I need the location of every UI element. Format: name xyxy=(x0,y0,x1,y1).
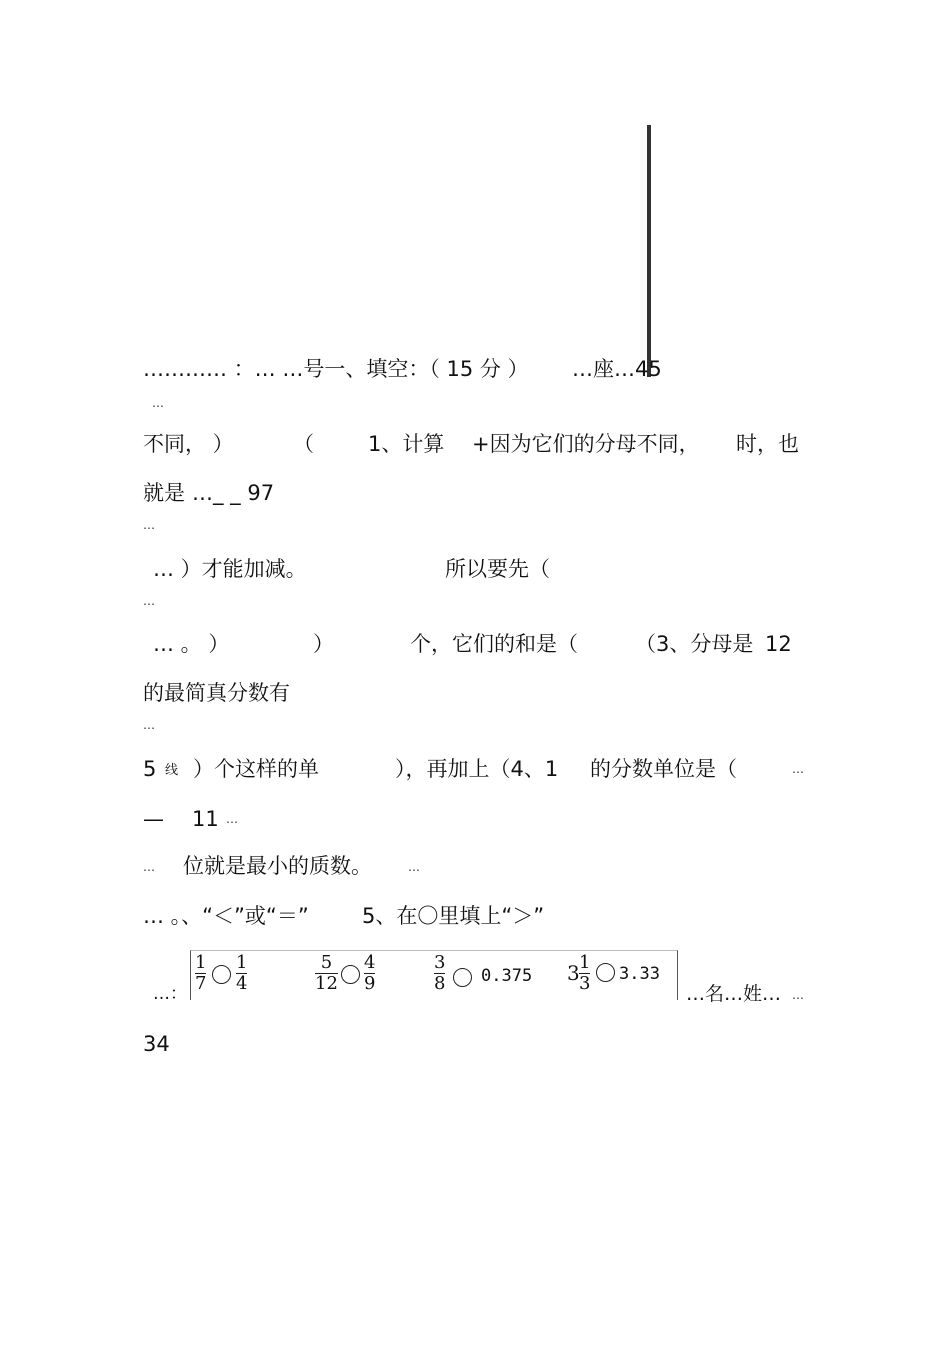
seat-label: …座…45 xyxy=(572,357,662,381)
text-fragment: 所以要先（ xyxy=(445,557,550,581)
text-fragment: 就是 xyxy=(143,481,185,505)
compare-circle-4[interactable] xyxy=(596,963,615,982)
dots: … xyxy=(792,762,804,776)
dots: … xyxy=(152,396,164,410)
text-fragment: +因为它们的分母不同， xyxy=(472,432,700,456)
dots: … xyxy=(226,812,238,826)
text-fragment: ）个这样的单 xyxy=(193,757,319,781)
dots: … xyxy=(408,860,420,874)
compare-circle-3[interactable] xyxy=(453,968,472,987)
dots: … xyxy=(792,988,804,1002)
text-fragment: 12 xyxy=(765,632,792,656)
whole-number-3: 3 xyxy=(567,961,580,985)
question-4-label: ），再加上（4、1 xyxy=(395,757,559,781)
text-fragment: 位就是最小的质数。 xyxy=(183,854,372,878)
text-fragment: … ）才能加减。 xyxy=(153,557,307,581)
fraction-1-7: 1 7 xyxy=(195,952,207,994)
name-label: …名…姓… xyxy=(686,983,782,1005)
section-heading: ………… ：… …号一、填空：（ 15 分 ） xyxy=(143,357,529,381)
text-fragment: 的最简真分数有 xyxy=(143,681,290,705)
text-fragment: — xyxy=(143,807,164,831)
fraction-4-9: 4 9 xyxy=(364,952,376,994)
compare-circle-2[interactable] xyxy=(341,965,360,984)
decimal-0-375: 0.375 xyxy=(481,966,533,986)
dots: … xyxy=(143,594,155,608)
text-fragment: …_ _ 97 xyxy=(192,481,275,505)
text-fragment: 的分数单位是（ xyxy=(590,757,737,781)
binding-line-label: 线 xyxy=(165,763,179,778)
decimal-3-33: 3.33 xyxy=(619,964,660,984)
question-3-label: （3、分母是 xyxy=(635,632,754,656)
text-fragment: （ xyxy=(293,432,314,456)
comparison-exercise-box xyxy=(190,950,678,1000)
text-fragment: ） xyxy=(313,632,334,656)
fraction-1-3: 1 3 xyxy=(579,952,591,994)
text-fragment: 个，它们的和是（ xyxy=(410,632,578,656)
fraction-1-4: 1 4 xyxy=(236,952,248,994)
text-fragment: … 。 ） xyxy=(153,632,230,656)
dots: … xyxy=(143,860,155,874)
fraction-5-12: 5 12 xyxy=(315,952,338,994)
vertical-binding-line xyxy=(647,125,651,377)
question-5-label: 5、在〇里填上“＞” xyxy=(362,904,545,928)
text-fragment: … 。、“＜”或“＝” xyxy=(143,904,309,928)
dots: … xyxy=(143,518,155,532)
question-1-label: 1、计算 xyxy=(368,432,445,456)
text-fragment: 5 xyxy=(143,757,157,781)
text-fragment: …： xyxy=(153,984,187,1004)
dots: … xyxy=(143,718,155,732)
compare-circle-1[interactable] xyxy=(212,965,231,984)
fraction-3-8: 3 8 xyxy=(434,952,446,994)
text-fragment: 34 xyxy=(143,1032,170,1056)
text-fragment: 时，也 xyxy=(736,432,799,456)
text-fragment: 不同， ） xyxy=(143,432,234,456)
text-fragment: 11 xyxy=(192,807,219,831)
